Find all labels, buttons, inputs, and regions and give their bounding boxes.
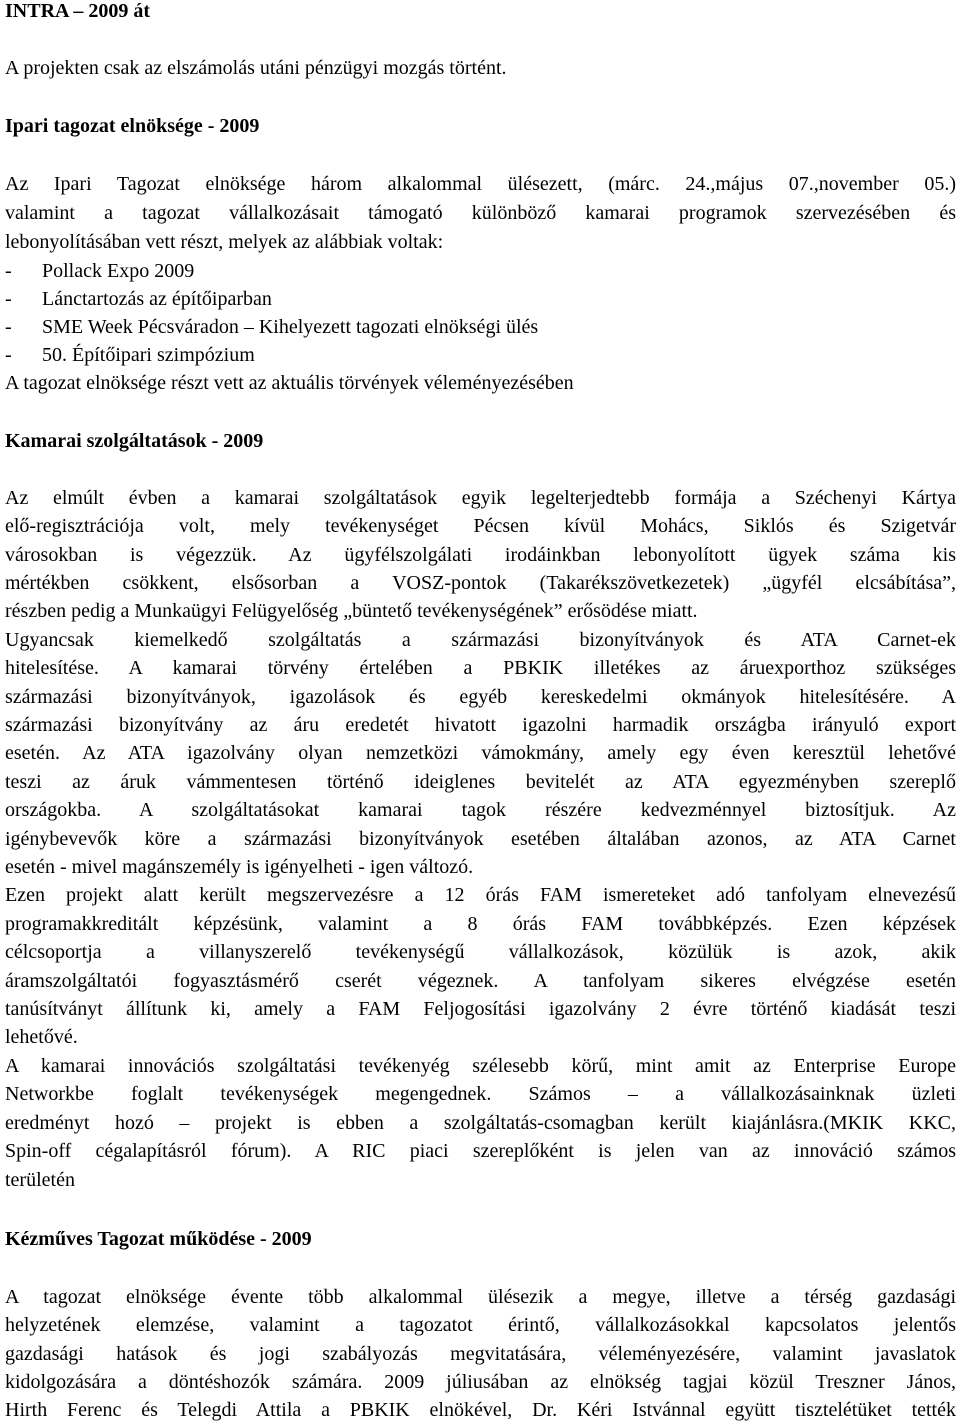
section-heading-kamarai: Kamarai szolgáltatások - 2009 <box>5 430 264 452</box>
list-item <box>0 257 960 286</box>
bullet-dash: - <box>5 344 12 366</box>
paragraph-line: lehetővé. <box>5 1026 78 1048</box>
paragraph-line: Ezen projekt alatt került megszervezésre a 12 órás FAM ismereteket adó tanfolyam elnevezésű <box>5 884 956 906</box>
paragraph-line: származási bizonyítvány az áru eredetét hivatott igazolni harmadik országba irányuló export <box>5 714 956 736</box>
paragraph-line: Spin-off cégalapításról fórum). A RIC piaci szereplőként is jelen van az innováció számos <box>5 1140 956 1162</box>
paragraph-line: Az elmúlt évben a kamarai szolgáltatások egyik legelterjedtebb formája a Széchenyi Kártya <box>5 487 956 509</box>
paragraph-line: esetén - mivel magánszemély is igényelheti - igen változó. <box>5 856 474 878</box>
bullet-dash: - <box>5 316 12 338</box>
list-item-text: 50. Építőipari szimpózium <box>42 344 255 366</box>
paragraph-line: eredményt hozó – projekt is ebben a szolgáltatás-csomagban került kiajánlásra.(MKIK KKC, <box>5 1112 956 1134</box>
paragraph-line: Hirth Ferenc és Telegdi Attila a PBKIK elnökével, Dr. Kéri Istvánnal együtt tisztelétüket tették <box>5 1399 956 1421</box>
paragraph-line: Ugyancsak kiemelkedő szolgáltatás a származási bizonyítványok és ATA Carnet-ek <box>5 629 956 651</box>
paragraph-line: lebonyolításában vett részt, melyek az alábbiak voltak: <box>5 231 444 253</box>
paragraph-line: hitelesítése. A kamarai törvény értelében a PBKIK illetékes az áruexporthoz szükséges <box>5 657 956 679</box>
paragraph-line: A tagozat elnöksége részt vett az aktuális törvények véleményezésében <box>5 372 574 394</box>
paragraph-line: A kamarai innovációs szolgáltatási tevékenyég szélesebb körű, mint amit az Enterprise Europe <box>5 1055 956 1077</box>
paragraph-line: származási bizonyítványok, igazolások és egyéb kereskedelmi okmányok hitelesítésére. A <box>5 686 956 708</box>
paragraph-line: területén <box>5 1169 75 1191</box>
paragraph-line: városokban is végezzük. Az ügyfélszolgálati irodáinkban lebonyolított ügyek száma kis <box>5 544 956 566</box>
bullet-dash: - <box>5 288 12 310</box>
paragraph-line: valamint a tagozat vállalkozásait támogató különböző kamarai programok szervezésében és <box>5 202 956 224</box>
paragraph-line: kidolgozására a döntéshozók számára. 2009 júliusában az elnökség tagjai közül Treszner János, <box>5 1371 956 1393</box>
paragraph-line: teszi az áruk vámmentesen történő ideiglenes bevitelét az ATA egyezményben szereplő <box>5 771 956 793</box>
paragraph-line: Az Ipari Tagozat elnöksége három alkalommal ülésezett, (márc. 24.,május 07.,november 05.) <box>5 173 956 195</box>
list-item <box>0 341 960 370</box>
paragraph-line: tanúsítványt állítunk ki, amely a FAM Feljogosítási igazolvány 2 évre történő kiadását teszi <box>5 998 956 1020</box>
paragraph-line: célcsoportja a villanyszerelő tevékenységű vállalkozások, közülük is azok, akik <box>5 941 956 963</box>
paragraph-line: esetén. Az ATA igazolvány olyan nemzetközi vámokmány, amely egy éven keresztül lehetővé <box>5 742 956 764</box>
list-item <box>0 285 960 314</box>
list-item-text: Lánctartozás az építőiparban <box>42 288 272 310</box>
list-item <box>0 313 960 342</box>
bullet-dash: - <box>5 260 12 282</box>
paragraph-line: mértékben csökkent, elsősorban a VOSZ-pontok (Takarékszövetkezetek) „ügyfél elcsábítása”, <box>5 572 956 594</box>
paragraph-line: országokba. A szolgáltatásokat kamarai tagok részére kedvezménnyel biztosítjuk. Az <box>5 799 956 821</box>
paragraph-line: helyzetének elemzése, valamint a tagozatot érintő, vállalkozásokkal kapcsolatos jelentős <box>5 1314 956 1336</box>
section-heading-ipari: Ipari tagozat elnöksége - 2009 <box>5 115 260 137</box>
section-heading-kezmuves: Kézműves Tagozat működése - 2009 <box>5 1228 312 1250</box>
paragraph-line: programakkreditált képzésünk, valamint a 8 órás FAM továbbképzés. Ezen képzések <box>5 913 956 935</box>
section-heading-intra: INTRA – 2009 át <box>5 0 151 22</box>
paragraph-line: Networkbe foglalt tevékenységek megengednek. Számos – a vállalkozásainknak üzleti <box>5 1083 956 1105</box>
paragraph-line: áramszolgáltatói fogyasztásmérő cserét végeznek. A tanfolyam sikeres elvégzése esetén <box>5 970 956 992</box>
paragraph-line: gazdasági hatások és jogi szabályozás megvitatására, véleményezésére, valamint javaslatok <box>5 1343 956 1365</box>
list-item-text: SME Week Pécsváradon – Kihelyezett tagozati elnökségi ülés <box>42 316 539 338</box>
list-item-text: Pollack Expo 2009 <box>42 260 195 282</box>
paragraph-line: A tagozat elnöksége évente több alkalommal ülésezik a megye, illetve a térség gazdasági <box>5 1286 956 1308</box>
paragraph-line: igénybevevők köre a származási bizonyítványok esetében általában azonos, az ATA Carnet <box>5 828 956 850</box>
paragraph-intra: A projekten csak az elszámolás utáni pénzügyi mozgás történt. <box>5 57 507 79</box>
paragraph-line: részben pedig a Munkaügyi Felügyelőség „büntető tevékenységének” erősödése miatt. <box>5 600 698 622</box>
paragraph-line: elő-regisztrációja volt, mely tevékenységet Pécsen kívül Mohács, Siklós és Szigetvár <box>5 515 956 537</box>
